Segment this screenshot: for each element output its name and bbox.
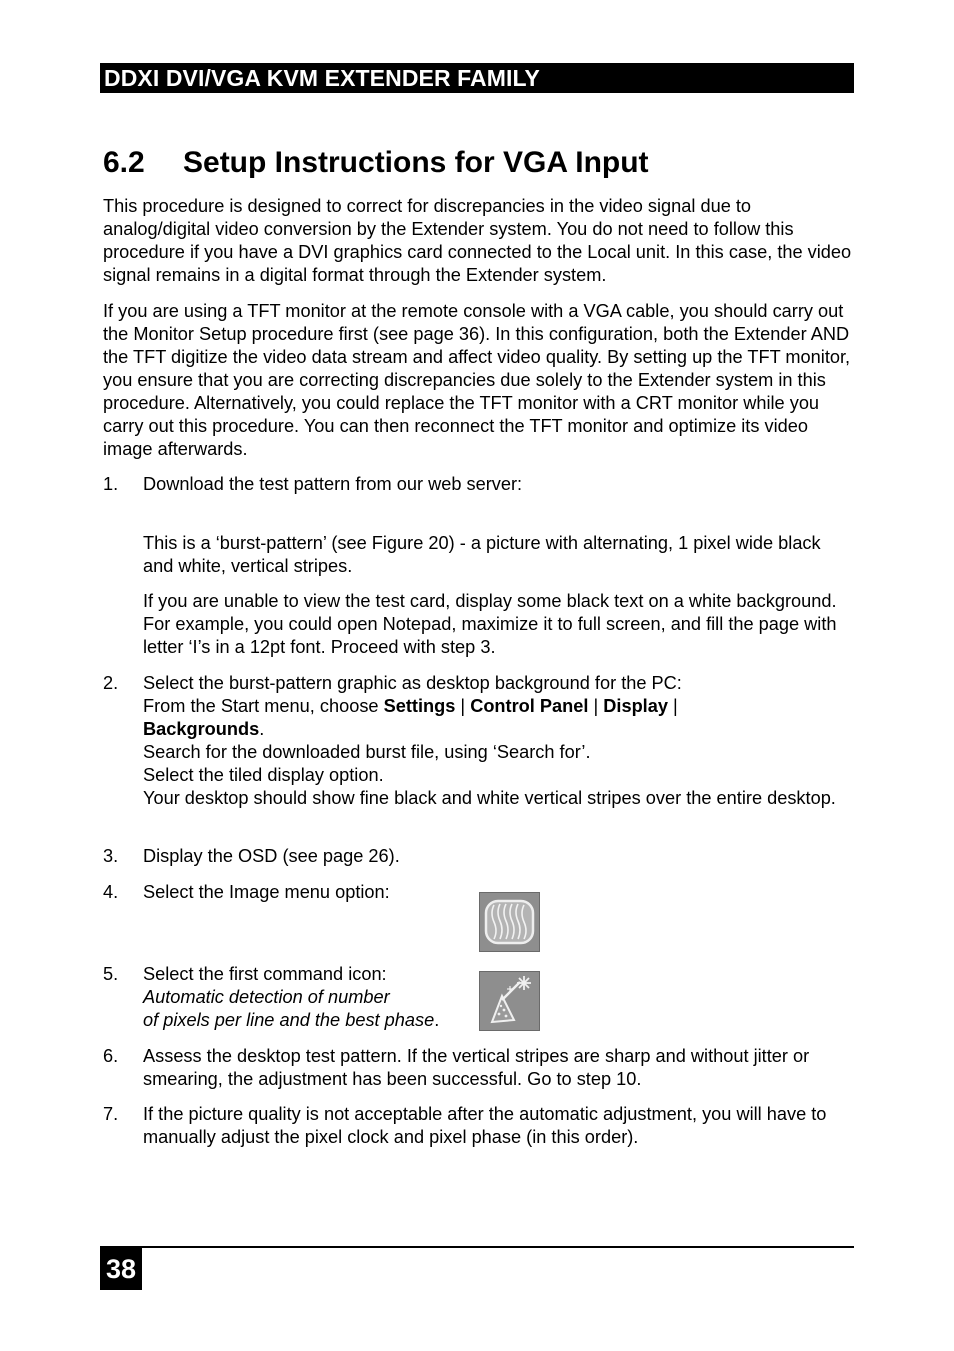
menu-control-panel: Control Panel <box>470 696 589 716</box>
running-header: DDXI DVI/VGA KVM EXTENDER FAMILY <box>100 63 854 93</box>
menu-backgrounds: Backgrounds <box>143 719 260 739</box>
step-3-number: 3. <box>103 846 119 866</box>
step-6-number: 6. <box>103 1046 119 1066</box>
step-5-text <box>143 963 473 1032</box>
intro-paragraph-2: If you are using a TFT monitor at the remote console with a VGA cable, you should carry out the Monitor Setup procedure first (see page 36). In this configuration, both the Extender AND the TFT digitize the video data stream and affect video quality. By setting up the TFT monitor, you ensure that you are correcting discrepancies due solely to the Extender system in this procedure. Alternatively, you could replace the TFT monitor with a CRT monitor while you carry out this procedure. You can then reconnect the TFT monitor and optimize its video image afterwards. <box>103 301 851 459</box>
step-7-text: If the picture quality is not acceptable after the automatic adjustment, you will have to manually adjust the pixel clock and pixel phase (in this order). <box>143 1104 827 1147</box>
step-5-italic-1: Automatic detection of number <box>143 987 390 1007</box>
step-1-burst-description: This is a ‘burst-pattern’ (see Figure 20) - a picture with alternating, 1 pixel wide black and white, vertical stripes. <box>143 533 821 576</box>
page-number: 38 <box>100 1248 142 1290</box>
section-title: Setup Instructions for VGA Input <box>183 146 649 179</box>
section-number: 6.2 <box>103 146 145 179</box>
auto-adjust-wand-icon-graphic <box>480 972 539 1030</box>
step-3-text: Display the OSD (see page 26). <box>143 846 400 866</box>
step-1-number: 1. <box>103 474 119 494</box>
menu-settings: Settings <box>383 696 456 716</box>
step-6-text: Assess the desktop test pattern. If the vertical stripes are sharp and without jitter or smearing, the adjustment has been successful. Go to step 10. <box>143 1046 810 1089</box>
step-1-text: Download the test pattern from our web server: <box>143 474 523 494</box>
section-heading <box>103 143 649 183</box>
step-2-line-3: Search for the downloaded burst file, using ‘Search for’. <box>143 742 591 762</box>
auto-adjust-wand-icon <box>479 971 540 1031</box>
step-4-number: 4. <box>103 882 119 902</box>
step-5-italic-2: of pixels per line and the best phase. <box>143 1010 440 1030</box>
step-1-alternative: If you are unable to view the test card, display some black text on a white background. For example, you could open Notepad, maximize it to full screen, and fill the page with letter ‘I’s in a 12pt font. Proceed with step 3. <box>143 591 837 657</box>
image-menu-icon <box>479 892 540 952</box>
step-2-number: 2. <box>103 673 119 693</box>
step-5-line-1: Select the first command icon: <box>143 964 387 984</box>
intro-paragraph-1: This procedure is designed to correct for discrepancies in the video signal due to analog/digital video conversion by the Extender system. You do not need to follow this procedure if you have a DVI graphics card connected to the Local unit. In this case, the video signal remains in a digital format through the Extender system. <box>103 196 852 285</box>
step-2-menu-path-end: Backgrounds. <box>143 719 265 739</box>
step-2-menu-path: From the Start menu, choose Settings | Control Panel | Display | <box>143 696 678 716</box>
step-2-line-1: Select the burst-pattern graphic as desktop background for the PC: <box>143 673 682 693</box>
step-5-number: 5. <box>103 964 119 984</box>
step-7-number: 7. <box>103 1104 119 1124</box>
step-2-text <box>143 672 855 810</box>
step-4-text: Select the Image menu option: <box>143 882 390 902</box>
image-menu-icon-graphic <box>480 893 539 951</box>
menu-display: Display <box>603 696 668 716</box>
step-2-line-5: Your desktop should show fine black and white vertical stripes over the entire desktop. <box>143 788 836 808</box>
footer-rule <box>100 1246 854 1248</box>
step-2-line-4: Select the tiled display option. <box>143 765 384 785</box>
